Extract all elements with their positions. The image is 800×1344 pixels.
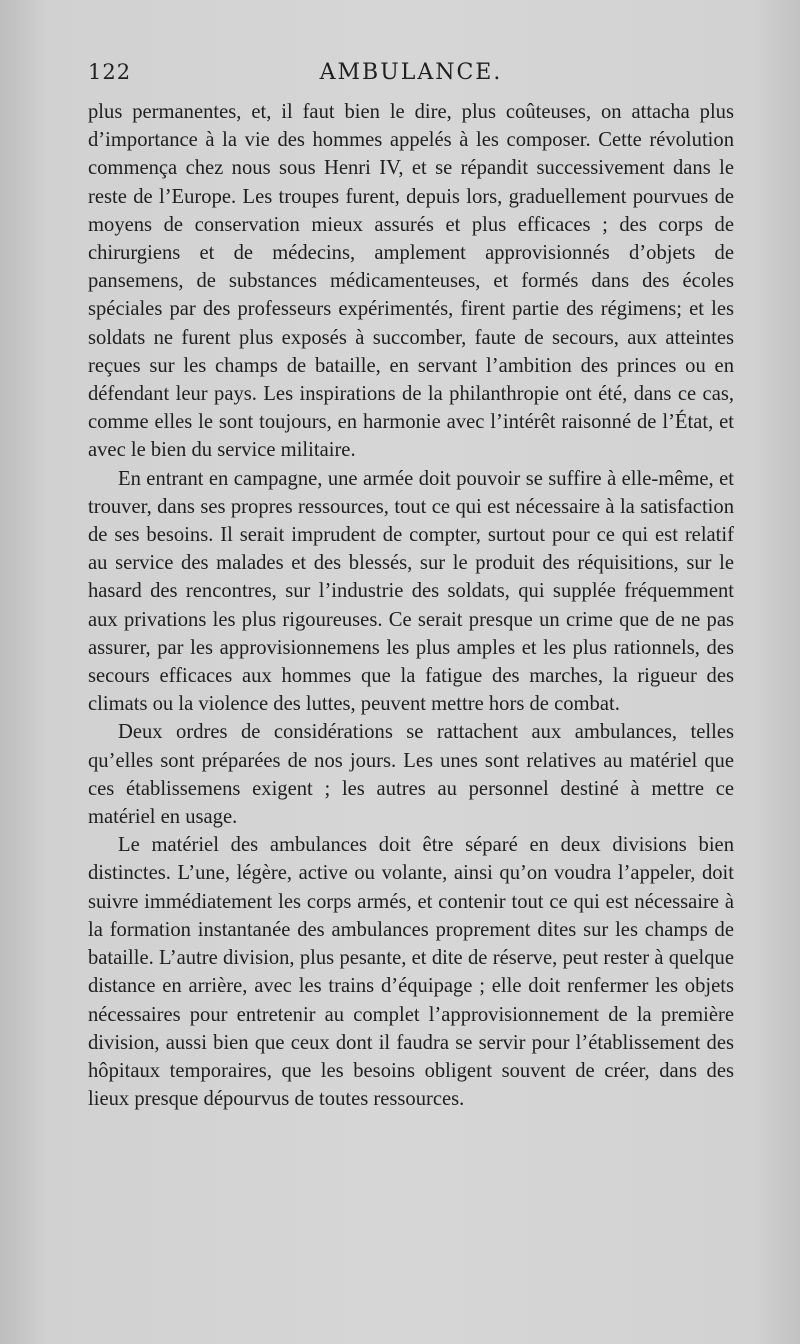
paragraph-1: plus permanentes, et, il faut bien le dire, plus coûteuses, on attacha plus d’importance à la vie des hommes appelés à les composer. Cette révolution commença chez nous sous Henri IV, et se répandit successivement dans le reste de l’Europe. Les troupes furent, depuis lors, graduellement pourvues de moyens de conservation mieux assurés et plus efficaces ; des corps de chirurgiens et de médecins, amplement approvisionnés d’objets de pansemens, de substances médicamenteuses, et formés dans des écoles spéciales par des professeurs expérimentés, firent partie des régimens; et les soldats ne furent plus exposés à succomber, faute de secours, aux atteintes reçues sur les champs de bataille, en servant l’ambition des princes ou en défendant leur pays. Les inspirations de la philanthropie ont été, dans ce cas, comme elles le sont toujours, en harmonie avec l’intérêt raisonné de l’État, et avec le bien du service militaire. [88,101,734,462]
page-header [88,60,734,92]
paragraph-2: En entrant en campagne, une armée doit pouvoir se suffire à elle-même, et trouver, dans ses propres ressources, tout ce qui est nécessaire à la satisfaction de ses besoins. Il serait imprudent de compter, surtout pour ce qui est relatif au service des malades et des blessés, sur le produit des réquisitions, sur le hasard des rencontres, sur l’industrie des soldats, qui supplée fréquemment aux privations les plus rigoureuses. Ce serait presque un crime que de ne pas assurer, par les approvisionnemens les plus amples et les plus rationnels, des secours efficaces aux hommes que la fatigue des marches, la rigueur des climats ou la violence des luttes, peuvent mettre hors de combat. [88,467,734,716]
page-number: 122 [88,60,132,84]
paragraph-4: Le matériel des ambulances doit être séparé en deux divisions bien distinctes. L’une, légère, active ou volante, ainsi qu’on voudra l’appeler, doit suivre immédiatement les corps armés, et contenir tout ce qui est nécessaire à la formation instantanée des ambulances proprement dites sur les champs de bataille. L’autre division, plus pesante, et dite de réserve, peut rester à quelque distance en arrière, avec les trains d’équipage ; elle doit renfermer les objets nécessaires pour entretenir au complet l’approvisionnement de la première division, aussi bien que ceux dont il faudra se servir pour l’établissement des hôpitaux temporaires, que les besoins obligent souvent de créer, dans des lieux presque dépourvus de toutes ressources. [88,834,734,1111]
running-head: AMBULANCE. [319,60,503,85]
paragraph-3: Deux ordres de considérations se rattachent aux ambulances, telles qu’elles sont préparées de nos jours. Les unes sont relatives au matériel que ces établissemens exigent ; les autres au personnel destiné à mettre ce matériel en usage. [88,721,734,829]
page-body [88,98,734,1113]
